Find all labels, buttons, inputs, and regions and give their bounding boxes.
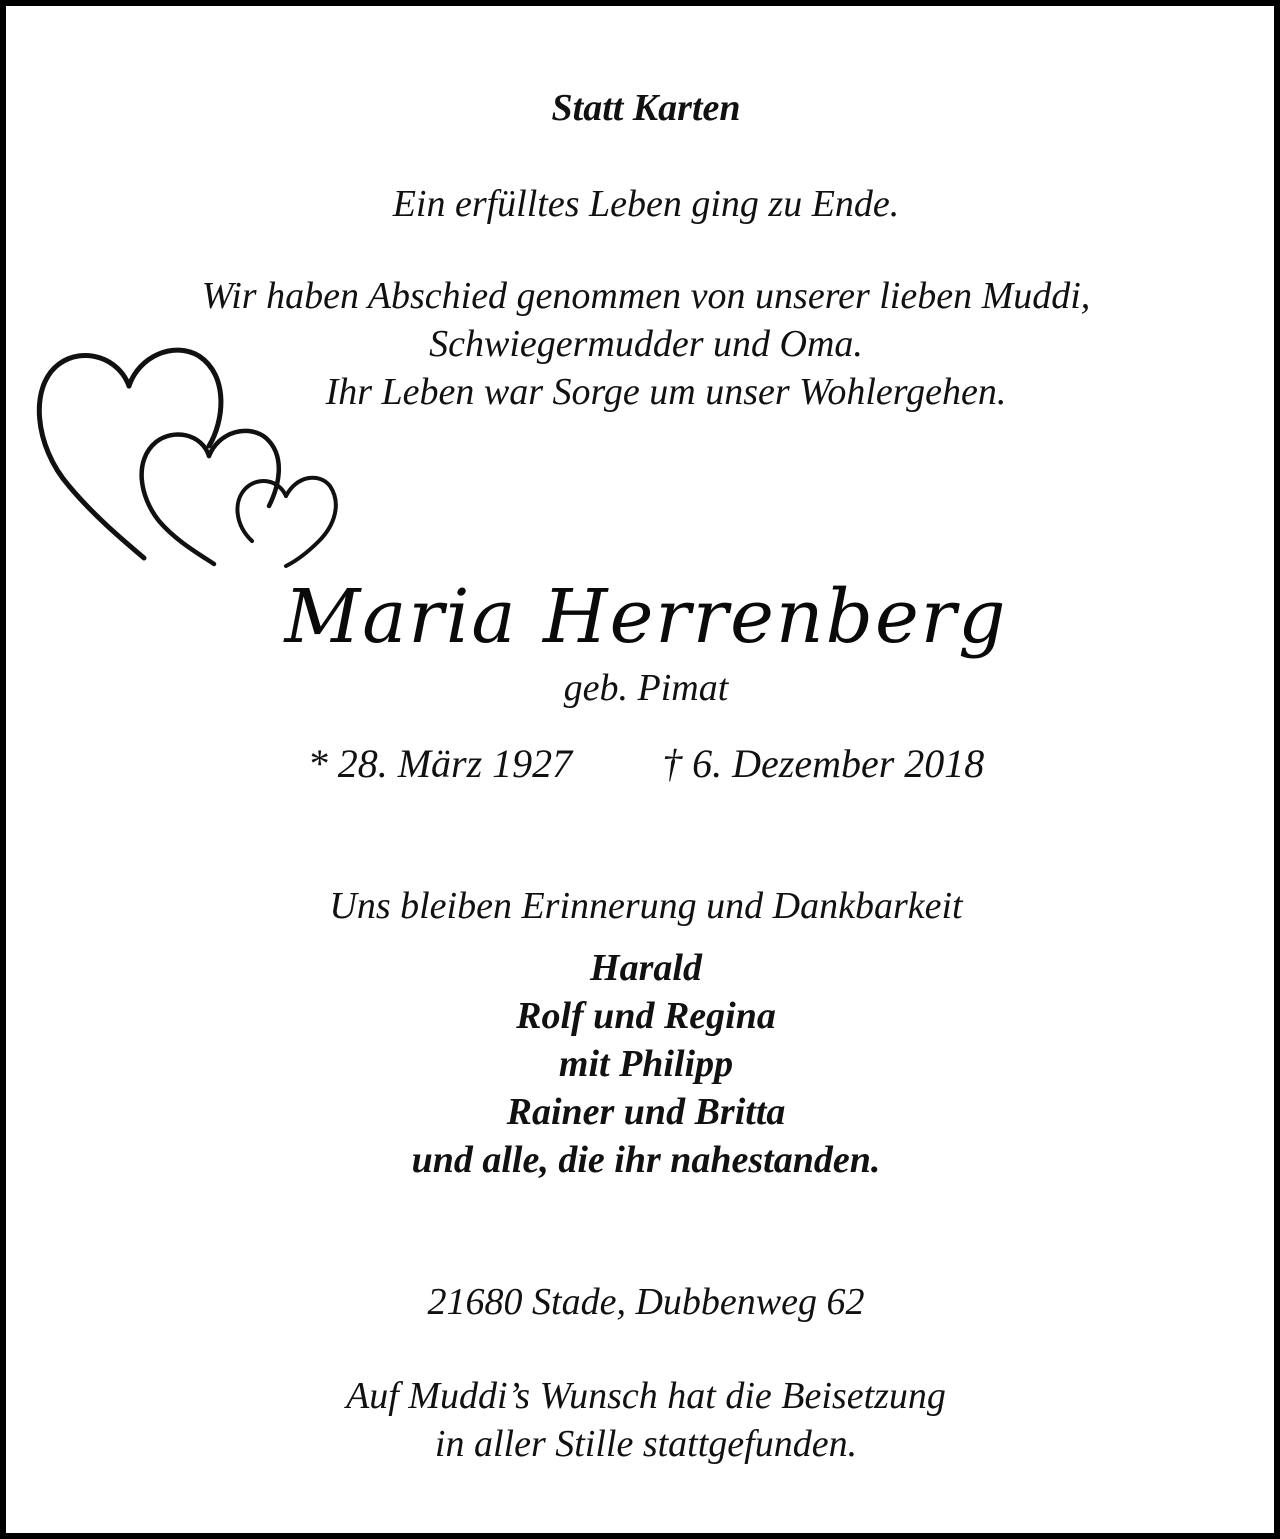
life-dates [6,740,1280,787]
closing-line-1: Auf Muddi’s Wunsch hat die Beisetzung [346,1375,946,1417]
farewell-line-1: Wir haben Abschied genommen von unserer lieben Muddi, [201,275,1091,317]
mourner-4: Rainer und Britta [506,1091,786,1133]
farewell-line-2: Schwiegermudder und Oma. [429,323,863,365]
mourner-3: mit Philipp [558,1043,734,1085]
intro-line: Ein erfülltes Leben ging zu Ende. [392,183,900,225]
address: 21680 Stade, Dubbenweg 62 [427,1281,865,1323]
mourner-1: Harald [590,947,702,989]
death-date: † 6. Dezember 2018 [662,741,985,786]
remembrance-line: Uns bleiben Erinnerung und Dankbarkeit [329,885,963,927]
closing-line-2: in aller Stille stattgefunden. [434,1423,858,1465]
header-statt-karten: Statt Karten [551,87,741,129]
mourner-2: Rolf und Regina [516,995,776,1037]
birth-date: * 28. März 1927 [307,741,573,786]
birth-name: geb. Pimat [563,667,729,709]
deceased-name: Maria Herrenberg [284,574,1008,660]
mourner-5: und alle, die ihr nahestanden. [411,1139,881,1181]
farewell-line-3: Ihr Leben war Sorge um unser Wohlergehen. [325,371,1007,413]
three-hearts-icon [24,336,354,576]
